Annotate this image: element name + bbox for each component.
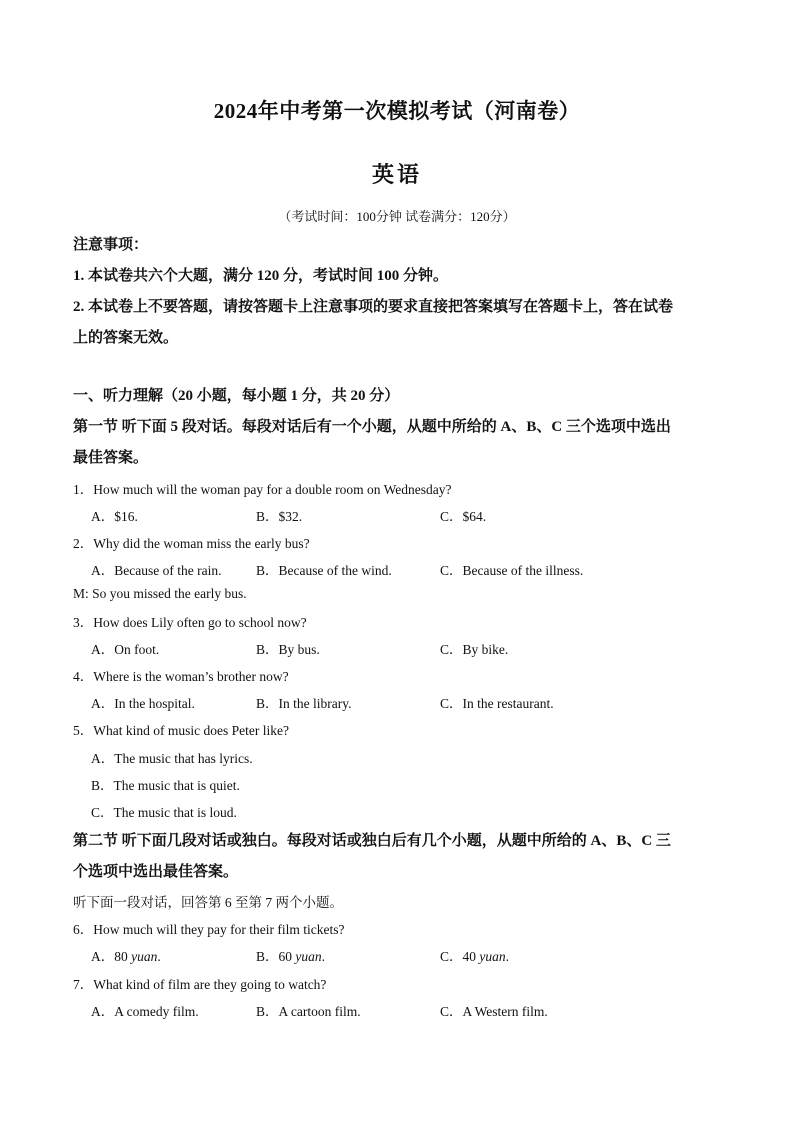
question-5-option-b: B．The music that is quiet. xyxy=(91,778,240,793)
question-2-option-c: C．Because of the illness. xyxy=(440,563,584,578)
question-7-option-a: A．A comedy film. xyxy=(91,1004,199,1019)
notes-heading: 注意事项： xyxy=(73,237,149,253)
question-3-option-c: C．By bike. xyxy=(440,642,509,657)
section2-instruction: 听下面一段对话，回答第 6 至第 7 两个小题。 xyxy=(73,895,343,910)
section2-line1: 第二节 听下面几段对话或独白。每段对话或独白后有几个小题，从题中所给的 A、B、C 三 xyxy=(73,833,671,849)
section1-line1: 第一节 听下面 5 段对话。每段对话后有一个小题，从题中所给的 A、B、C 三个选项中选出 xyxy=(73,419,671,435)
stray-dialogue-line: M: So you missed the early bus. xyxy=(73,586,247,601)
question-7-option-c: C．A Western film. xyxy=(440,1004,548,1019)
question-1-stem: 1．How much will the woman pay for a double room on Wednesday? xyxy=(73,482,452,497)
section1-line2: 最佳答案。 xyxy=(73,450,149,466)
question-7-stem: 7．What kind of film are they going to watch? xyxy=(73,977,327,992)
notes-item-2: 2. 本试卷上不要答题，请按答题卡上注意事项的要求直接把答案填写在答题卡上，答在试卷 xyxy=(73,299,674,315)
question-2-option-a: A．Because of the rain. xyxy=(91,563,222,578)
exam-info: （考试时间：100分钟 试卷满分：120分） xyxy=(278,209,516,224)
question-4-option-c: C．In the restaurant. xyxy=(440,696,554,711)
question-1-option-c: C．$64. xyxy=(440,509,487,524)
notes-item-1: 1. 本试卷共六个大题，满分 120 分，考试时间 100 分钟。 xyxy=(73,268,449,284)
question-1-option-b: B．$32. xyxy=(256,509,303,524)
question-3-option-b: B．By bus. xyxy=(256,642,320,657)
notes-item-2-cont: 上的答案无效。 xyxy=(73,330,179,346)
question-5-option-c: C．The music that is loud. xyxy=(91,805,237,820)
question-2-stem: 2．Why did the woman miss the early bus? xyxy=(73,536,310,551)
section2-line2: 个选项中选出最佳答案。 xyxy=(73,864,239,880)
question-6-stem: 6．How much will they pay for their film tickets? xyxy=(73,922,345,937)
question-3-stem: 3．How does Lily often go to school now? xyxy=(73,615,307,630)
question-4-option-a: A．In the hospital. xyxy=(91,696,195,711)
question-6-option-c: C．40 yuan. xyxy=(440,949,510,964)
subject-title: 英语 xyxy=(371,162,422,187)
question-4-option-b: B．In the library. xyxy=(256,696,352,711)
question-1-option-a: A．$16. xyxy=(91,509,138,524)
question-2-option-b: B．Because of the wind. xyxy=(256,563,392,578)
part1-heading: 一、听力理解（20 小题，每小题 1 分，共 20 分） xyxy=(73,388,400,404)
question-6-option-a: A．80 yuan. xyxy=(91,949,161,964)
question-3-option-a: A．On foot. xyxy=(91,642,160,657)
question-7-option-b: B．A cartoon film. xyxy=(256,1004,361,1019)
question-5-option-a: A．The music that has lyrics. xyxy=(91,751,253,766)
question-4-stem: 4．Where is the woman’s brother now? xyxy=(73,669,289,684)
page-title: 2024年中考第一次模拟考试（河南卷） xyxy=(213,99,581,123)
question-5-stem: 5．What kind of music does Peter like? xyxy=(73,723,289,738)
question-6-option-b: B．60 yuan. xyxy=(256,949,326,964)
